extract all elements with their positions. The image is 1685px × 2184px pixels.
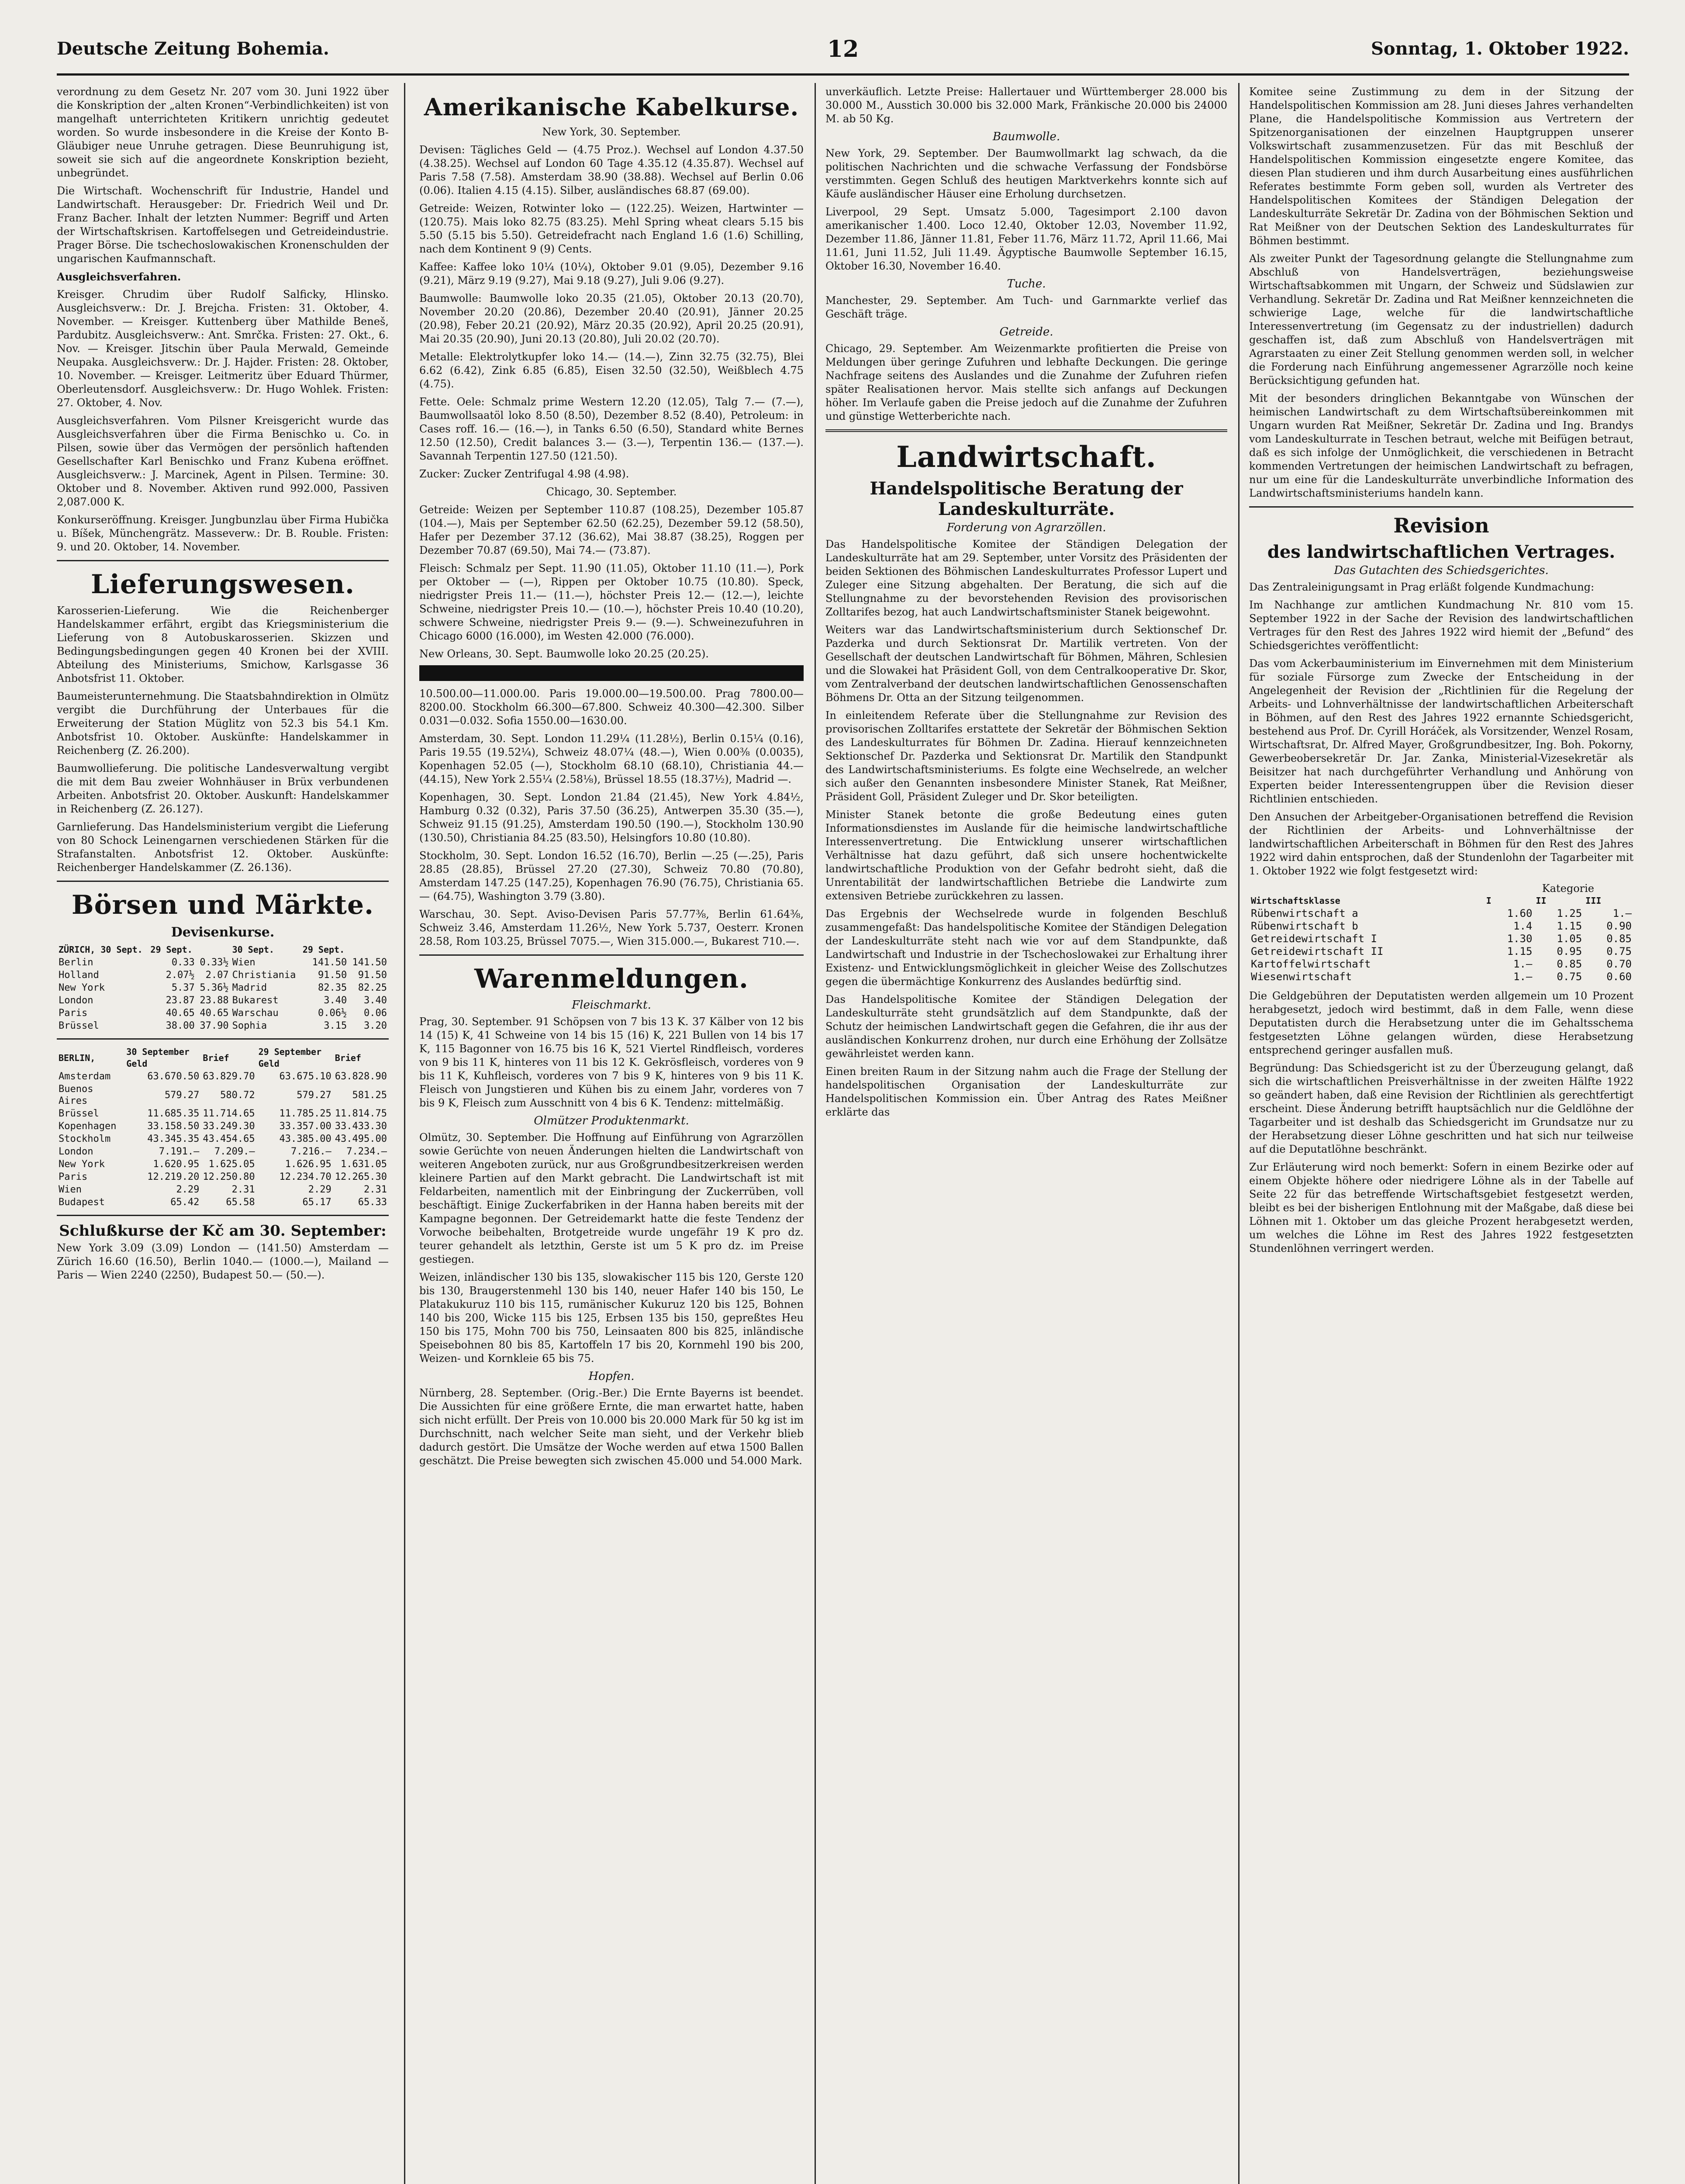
column-3	[825, 85, 1227, 2184]
table-cell: Kopenhagen	[59, 1121, 117, 1132]
table-cell: 40.65	[200, 1008, 229, 1019]
table-cell: 0.06½	[318, 1008, 347, 1019]
table-cell: 12.250.80	[203, 1171, 255, 1182]
table-cell: 5.37	[171, 982, 195, 993]
table-cell: Sophia	[232, 1020, 267, 1031]
table-cell: 579.27	[164, 1089, 200, 1101]
table-cell: 141.50	[312, 957, 347, 968]
article-text: verordnung zu dem Gesetz Nr. 207 vom 30. Juni 1922 über die Konskription der „alten Kronen“-Verbindlichkeiten) ist von mangelhaft unterrichteten Kritikern unrichtig gedeutet worden. So wurde insbesondere in die Kreise der Konto B-Gläubiger neue Unruhe getragen. Diese Beunruhigung ist, soweit sie sich auf die angeordnete Konskription bezieht, unbegründet.	[57, 86, 389, 179]
table-cell: 0.90	[1606, 920, 1632, 932]
table-header: Brief	[335, 1052, 361, 1063]
article-text: Olmütz, 30. September. Die Hoffnung auf Einführung von Agrarzöllen sowie Gerüchte von neuen Änderungen hielten die Landwirtschaft von weiteren Angeboten zurück, nur aus Großgrundbesitzerkreisen werden kleinere Partien auf den Markt gebracht. Die Landwirtschaft ist mit Feldarbeiten, namentlich mit der Einbringung der Zuckerrüben, voll beschäftigt. Einige Zuckerfabriken in der Hanna haben bereits mit der Kampagne begonnen. Der Getreidemarkt hatte die feste Tendenz der Vorwoche beibehalten, Brotgetreide wurde ungefähr 19 K pro dz. teurer gehandelt als letzthin, Gerste ist um 5 K pro dz. im Preise gestiegen.	[419, 1131, 804, 1265]
table-row	[57, 1107, 389, 1120]
table-cell: 1.15	[1507, 945, 1533, 957]
table-cell: 63.675.10	[279, 1071, 331, 1082]
table-cell: 23.88	[200, 995, 229, 1006]
table-cell: 1.30	[1507, 933, 1533, 945]
table-cell: Wien	[232, 957, 256, 968]
table-cell: Brüssel	[59, 1020, 99, 1031]
column-2	[419, 85, 804, 2184]
table-row	[57, 1019, 389, 1032]
sub-heading: Getreide.	[999, 325, 1053, 339]
table-cell: 0.95	[1557, 945, 1582, 957]
column-4	[1249, 85, 1633, 2184]
dateline: New York, 30. September.	[542, 126, 681, 138]
article-text: Das vom Ackerbauministerium im Einvernehmen mit dem Ministerium für soziale Fürsorge zum Zwecke der Entscheidung in der Angelegenheit der Revision der „Richtlinien für die Regelung der Arbeits- und Lohnverhältnisse der landwirtschaftlichen Arbeiterschaft in Böhmen, auf den Rest des Jahres 1922 ernannte Schiedsgericht, bestehend aus Prof. Dr. Cyrill Horáček, als Vorsitzender, Wenzel Rosam, Wirtschaftsrat, Dr. Alfred Mayer, Großgrundbesitzer, Ing. Boh. Pokorny, Gewerbeobersekretär Dr. Jar. Zanka, Ministerial-Vizesekretär als Beisitzer hat nach durchgeführter Verhandlung und Anhörung von Experten beider Interessentengruppen über die Revision dieser Richtlinien entschieden.	[1249, 657, 1633, 805]
table-header: 29 September Geld	[258, 1047, 322, 1069]
table-row	[57, 1183, 389, 1196]
table-cell: 1.626.95	[285, 1159, 331, 1170]
sub-heading: Devisenkurse.	[171, 925, 275, 940]
table-header: 29 Sept.	[150, 944, 193, 955]
article-text: Baumwolle: Baumwolle loko 20.35 (21.05), Oktober 20.13 (20.70), November 20.20 (20.86), Dezember 20.40 (20.91), Jänner 20.25 (20.98), Feber 20.21 (20.92), März 20.35 (20.92), April 20.25 (20.91), Mai 20.35 (20.90), Juni 20.13 (20.80), Juli 20.02 (20.70).	[419, 292, 804, 345]
table-cell: 3.20	[364, 1020, 387, 1031]
category-label: Kategorie	[1542, 882, 1594, 895]
article-text: Im Nachhange zur amtlichen Kundmachung Nr. 810 vom 15. September 1922 in der Sache der Revision des landwirtschaftlichen Vertrages für den Rest des Jahres 1922 wird hiemit der „Befund“ des Schiedsgerichtes veröffentlicht:	[1249, 599, 1633, 652]
table-row	[1249, 945, 1633, 958]
article-text: Baumwollieferung. Die politische Landesverwaltung vergibt die mit dem Bau zweier Wohnhäuser in Brüx verbundenen Arbeiten. Anbotsfrist 20. Oktober. Auskunft: Handelskammer in Reichenberg (Z. 26.127).	[57, 762, 389, 815]
table-cell: 2.29	[176, 1184, 200, 1195]
table-row	[1249, 971, 1633, 983]
article-text: Garnlieferung. Das Handelsministerium vergibt die Lieferung von 80 Schock Leinengarnen verschiedenen Stärken für die Strafanstalten. Anbotsfrist 12. Oktober. Auskünfte: Reichenberger Handelskammer (Z. 26.136).	[57, 821, 389, 874]
black-bar	[419, 665, 804, 681]
table-cell: 33.357.00	[279, 1121, 331, 1132]
table-cell: 2.07½	[166, 970, 195, 981]
table-cell: 579.27	[297, 1089, 331, 1101]
divider	[57, 1215, 389, 1216]
table-cell: Madrid	[232, 982, 267, 993]
table-cell: Rübenwirtschaft b	[1251, 920, 1358, 932]
table-cell: Brüssel	[59, 1108, 99, 1119]
table-cell: 1.620.95	[153, 1159, 200, 1170]
article-text: Nürnberg, 28. September. (Orig.-Ber.) Die Ernte Bayerns ist beendet. Die Aussichten für eine größere Ernte, die man erwartet hatte, haben sich nicht erfüllt. Der Preis von 10.000 bis 20.000 Mark für 50 kg ist im Durchschnitt, nach welcher Seite man sieht, und der Verkehr blieb dadurch gestört. Die Umsätze der Woche werden auf etwa 1500 Ballen geschätzt. Die Preise bewegten sich zwischen 45.000 und 54.000 Mark.	[419, 1387, 804, 1467]
table-row	[57, 994, 389, 1007]
divider	[419, 954, 804, 956]
article-text: Einen breiten Raum in der Sitzung nahm auch die Frage der Stellung der handelspolitischen Organisation der Landeskulturräte zur Handelspolitischen Kommission ein. Über Antrag des Rates Meißner erklärte das	[825, 1065, 1227, 1118]
article-text: 10.500.00—11.000.00. Paris 19.000.00—19.500.00. Prag 7800.00—8200.00. Stockholm 66.300—67.800. Schweiz 40.300—42.300. Silber 0.031—0.032. Sofia 1550.00—1630.00.	[419, 688, 804, 727]
berlin-table	[57, 1046, 389, 1209]
table-cell: Buenos Aires	[59, 1084, 93, 1106]
article-text: Kopenhagen, 30. Sept. London 21.84 (21.45), New York 4.84½, Hamburg 0.32 (0.32), Paris 37.50 (36.25), Antwerpen 35.30 (35.—), Schweiz 91.15 (91.25), Amsterdam 190.50 (190.—), Stockholm 130.90 (130.50), Christiania 84.25 (83.50), Helsingfors 10.80 (10.80).	[419, 791, 804, 844]
table-cell: 0.75	[1557, 971, 1582, 983]
table-cell: 0.75	[1606, 945, 1632, 957]
table-row	[1249, 933, 1633, 945]
table-cell: 1.625.05	[208, 1159, 255, 1170]
article-text: In einleitendem Referate über die Stellungnahme zur Revision des provisorischen Zolltarifes erstattete der Sekretär der Böhmischen Sektion des Landeskulturrates für Böhmen Dr. Zadina. Hierauf kennzeichneten Sektionschef Dr. Pazderka und Sektionsrat Dr. Martilik den Standpunkt des Landwirtschaftsministeriums. Es folgte eine Wechselrede, an welcher sich außer den Genannten insbesondere Minister Stanek, Rat Meißner, Präsident Goll, Präsident Zuleger und Dr. Skor beteiligten.	[825, 709, 1227, 803]
table-cell: 7.216.—	[291, 1146, 331, 1157]
section-heading: Amerikanische Kabelkurse.	[424, 93, 799, 121]
table-cell: Amsterdam	[59, 1071, 111, 1082]
table-row	[57, 1083, 389, 1107]
table-cell: 1.—	[1612, 907, 1632, 919]
article-text: Das Ergebnis der Wechselrede wurde in folgenden Beschluß zusammengefaßt: Das handelspolitische Komitee der Ständigen Delegation der Landeskulturräte steht nach wie vor auf dem Standpunkte, daß Landwirtschaft und Industrie in der Tschechoslowakei zur Erhaltung ihrer Existenz- und Entwicklungsmöglichkeit in gleicher Weise des Zollschutzes gegen die übermächtige Konkurrenz des Auslandes bedürftig sind.	[825, 908, 1227, 988]
table-cell: 82.35	[318, 982, 347, 993]
table-cell: 0.85	[1557, 958, 1582, 970]
column-rule	[404, 83, 405, 2184]
article-text: Karosserien-Lieferung. Wie die Reichenberger Handelskammer erfährt, ergibt das Kriegsministerium die Lieferung von 8 Autobuskarosserien. Skizzen und Bedingungsbedingungen gegen 40 Kronen bei der XVIII. Abteilung des Ministeriums, Smichow, Karlsgasse 36 Anbotsfrist 11. Oktober.	[57, 605, 389, 684]
article-text: Als zweiter Punkt der Tagesordnung gelangte die Stellungnahme zum Abschluß von Handelsverträgen, beziehungsweise Wirtschaftsabkommen mit Ungarn, der Schweiz und Südslawien zur Verhandlung. Sekretär Dr. Zadina und Rat Meißner kennzeichneten die schwierige Lage, welche für die landwirtschaftliche Interessenvertretung (im Gegensatz zu der industriellen) dadurch geschaffen ist, daß zum Abschluß von Handelsverträgen mit Agrarstaaten zu einer Zeit Stellung genommen werden soll, in welcher die Forderung nach Einführung angemessener Agrarzölle noch keine Berücksichtigung gefunden hat.	[1249, 252, 1633, 387]
sub-heading: Baumwolle.	[992, 130, 1060, 143]
article-text: Die Wirtschaft. Wochenschrift für Industrie, Handel und Landwirtschaft. Herausgeber: Dr. Friedrich Weil und Dr. Franz Bacher. Inhalt der letzten Nummer: Begriff und Arten der Wirtschaftskrisen. Kartoffelsegen und Getreideindustrie. Prager Börse. Die tschechoslowakischen Kronenschulden der ungarischen Kaufmannschaft.	[57, 185, 389, 265]
table-cell: Christiania	[232, 970, 296, 981]
table-row	[57, 956, 389, 969]
divider	[57, 881, 389, 882]
table-cell: 0.70	[1606, 958, 1632, 970]
table-cell: 91.50	[318, 970, 347, 981]
divider	[57, 1038, 389, 1040]
article-text: Begründung: Das Schiedsgericht ist zu der Überzeugung gelangt, daß sich die wirtschaftlichen Preisverhältnisse in der zweiten Hälfte 1922 so geändert haben, daß eine Revision der Richtlinien als gerechtfertigt erscheint. Diese Änderung betrifft hauptsächlich nur die Geldlöhne der Tagarbeiter und ist deshalb das Schiedsgericht im Grundsatze nur zu der Herabsetzung dieser Löhne geschritten und hat sich nur teilweise auf die Deputatlöhne beschränkt.	[1249, 1062, 1633, 1155]
sub-heading: Tuche.	[1007, 277, 1046, 290]
sub-heading: Hopfen.	[588, 1370, 635, 1383]
table-cell: 1.—	[1513, 971, 1533, 983]
table-cell: Getreidewirtschaft I	[1251, 933, 1377, 945]
table-cell: Rübenwirtschaft a	[1251, 907, 1358, 919]
masthead	[57, 34, 1629, 76]
table-cell: 65.58	[226, 1197, 255, 1208]
article-text: Mit der besonders dringlichen Bekanntgabe von Wünschen der heimischen Landwirtschaft zu dem Wirtschaftsübereinkommen mit Ungarn wurden Rat Meißner, Sekretär Dr. Zadina und Ing. Brandys vom Landeskulturrate in Teschen betraut, welche mit Beifügen betraut, daß es sich infolge der Unmöglichkeit, die verschiedenen in Betracht kommenden Vertretungen der heimischen Landwirtschaft zu befragen, nur um eine für die Landeskulturräte unverbindliche Information des Landwirtschaftsministeriums handeln kann.	[1249, 392, 1633, 499]
table-cell: 63.828.90	[335, 1071, 387, 1082]
divider	[1249, 506, 1633, 508]
table-cell: 2.07	[205, 970, 229, 981]
article-text: Amsterdam, 30. Sept. London 11.29¼ (11.28½), Berlin 0.15¼ (0.16), Paris 19.55 (19.52¼), Schweiz 48.07¼ (48.—), Wien 0.00⅜ (0.0035), Kopenhagen 52.05 (—), Stockholm 68.10 (68.10), Christiania 44.— (44.15), New York 2.55¼ (2.58⅛), Brüssel 18.55 (18.37½), Madrid —.	[419, 733, 804, 785]
table-header: BERLIN,	[59, 1052, 96, 1063]
table-cell: 7.191.—	[159, 1146, 200, 1157]
article-text: Devisen: Tägliches Geld — (4.75 Proz.). Wechsel auf London 4.37.50 (4.38.25). Wechsel auf London 60 Tage 4.35.12 (4.35.87). Wechsel auf Paris 7.58 (7.58). Amsterdam 38.90 (38.88). Wechsel auf Berlin 0.06 (0.06). Italien 4.15 (4.15). Silber, ausländisches 68.87 (69.00).	[419, 144, 804, 197]
section-heading: Lieferungswesen.	[90, 569, 355, 600]
article-text: New York, 29. September. Der Baumwollmarkt lag schwach, da die politischen Nachrichten und die schwache Verfassung der Fondsbörse verstimmten. Gegen Schluß des heutigen Marktverkehrs konnte sich auf Käufe ausländischer Häuser eine Erholung durchsetzen.	[825, 147, 1227, 200]
table-header: 30 Sept.	[232, 944, 274, 955]
table-cell: 65.42	[170, 1197, 200, 1208]
issue-date: Sonntag, 1. Oktober 1922.	[1371, 38, 1629, 59]
sub-heading: Fleischmarkt.	[572, 999, 651, 1012]
table-cell: 11.814.75	[335, 1108, 387, 1119]
table-cell: 580.72	[220, 1089, 255, 1101]
table-cell: Warschau	[232, 1008, 279, 1019]
table-cell: 581.25	[352, 1089, 387, 1101]
article-text: Baumeisterunternehmung. Die Staatsbahndirektion in Olmütz vergibt die Durchführung der Unterbaues für die Erweiterung der Station Müglitz von 52.3 bis 54.1 Km. Anbotsfrist 10. Oktober. Auskünfte: Handelskammer in Reichenberg (Z. 26.200).	[57, 690, 389, 757]
table-row	[57, 1070, 389, 1083]
sub-heading: Forderung von Agrarzöllen.	[946, 521, 1106, 534]
article-text: Chicago, 29. September. Am Weizenmarkte profitierten die Preise von Meldungen über geringe Zufuhren und lebhafte Deckungen. Die geringe Nachfrage seitens des Auslandes und die Zunahme der Zufuhren riefen später Realisationen hervor. Mais stellte sich anfangs auf Deckungen höher. Im Verlaufe gaben die Preise jedoch auf die Zunahme der Zufuhren und günstige Wetterberichte nach.	[825, 342, 1227, 422]
table-cell: 0.06	[364, 1008, 387, 1019]
table-cell: 82.25	[358, 982, 387, 993]
table-cell: 63.829.70	[203, 1071, 255, 1082]
table-cell: 7.209.—	[214, 1146, 255, 1157]
table-cell: Paris	[59, 1171, 88, 1182]
table-cell: New York	[59, 982, 105, 993]
article-text: Weiters war das Landwirtschaftsministerium durch Sektionschef Dr. Pazderka und durch Sektionsrat Dr. Martilik vertreten. Von der Gesellschaft der deutschen Landwirtschaft für Böhmen, Mähren, Schlesien und die Slowakei hat Präsident Goll, von dem Centralkooperative Dr. Skor, vom Zentralverband der deutschen landwirtschaftlichen Genossenschaften Böhmens Dr. Otta an der Sitzung teilgenommen.	[825, 624, 1227, 704]
article-text: Fleisch: Schmalz per Sept. 11.90 (11.05), Oktober 11.10 (11.—), Pork per Oktober — (—), Rippen per Oktober 10.75 (10.80). Speck, niedrigster Preis 11.— (11.—), höchster Preis 12.— (12.—), leichte Schweine, niedrigster Preis 10.— (10.—), höchster Preis 10.40 (10.20), schwere Schweine, niedrigster Preis 9.— (9.—). Schweinezufuhren in Chicago 6000 (16.000), im Westen 42.000 (76.000).	[419, 562, 804, 642]
article-text: Manchester, 29. September. Am Tuch- und Garnmarkte verlief das Geschäft träge.	[825, 294, 1227, 320]
column-rule	[815, 83, 816, 2184]
table-cell: Bukarest	[232, 995, 279, 1006]
table-cell: 65.17	[302, 1197, 331, 1208]
table-cell: Wiesenwirtschaft	[1251, 971, 1352, 983]
article-text: Fette. Oele: Schmalz prime Western 12.20 (12.05), Talg 7.— (7.—), Baumwollsaatöl loko 8.50 (8.50), Dezember 8.52 (8.40), Petroleum: in Cases roff. 16.— (16.—), in Tanks 6.50 (6.50), Standard white Bernes 12.50 (12.50), Credit balances 3.— (3.—), Terpentin 136.— (137.—). Savannah Terpentin 127.50 (121.50).	[419, 396, 804, 462]
table-row	[57, 1133, 389, 1145]
section-heading: Revision	[1393, 514, 1489, 537]
paper-name: Deutsche Zeitung Bohemia.	[57, 38, 329, 59]
article-text: Die Geldgebühren der Deputatisten werden allgemein um 10 Prozent herabgesetzt, jedoch wird bestimmt, daß in dem Falle, wenn diese Deputatisten durch die Herabsetzung unter die im Gehaltsschema festgesetzten Löhne gelangen würden, diese Herabsetzung entsprechend geringer ausfallen muß.	[1249, 990, 1633, 1056]
table-cell: 1.631.05	[341, 1159, 387, 1170]
table-header	[349, 943, 389, 956]
sub-heading: Handelspolitische Beratung der Landeskulturräte.	[870, 478, 1183, 519]
table-row	[57, 1196, 389, 1209]
article-text: Kreisger. Chrudim über Rudolf Salficky, Hlinsko. Ausgleichsverw.: Dr. J. Brejcha. Fristen: 31. Oktober, 4. November. — Kreisger. Kuttenberg über Mathilde Beneš, Pardubitz. Ausgleichsverw.: Ant. Smrčka. Fristen: 27. Okt., 6. Nov. — Kreisger. Jitschin über Paula Merwald, Gemeinde Neupaka. Ausgleichsverw.: Dr. J. Hajder. Fristen: 28. Oktober, 10. November. — Kreisger. Leitmeritz über Eduard Thürmer, Oberleutensdorf. Ausgleichsverw.: Dr. Hugo Wohlek. Fristen: 27. Oktober, 4. Nov.	[57, 288, 389, 409]
table-cell: 12.219.20	[147, 1171, 200, 1182]
table-cell: 1.05	[1557, 933, 1582, 945]
table-cell: 33.158.50	[147, 1121, 200, 1132]
table-cell: 3.40	[364, 995, 387, 1006]
column-1	[57, 85, 389, 2184]
table-cell: 2.31	[364, 1184, 387, 1195]
article-text: Warschau, 30. Sept. Aviso-Devisen Paris 57.77⅜, Berlin 61.64⅜, Schweiz 3.46, Amsterdam 11.26½, New York 5.737, Oesterr. Kronen 28.58, Rom 103.25, Brüssel 7075.—, Wien 315.000.—, Bukarest 710.—.	[419, 908, 804, 947]
article-text: Konkurseröffnung. Kreisger. Jungbunzlau über Firma Hubička u. Bíšek, Münchengrätz. Masseverw.: Dr. B. Rouble. Fristen: 9. und 20. Oktober, 14. November.	[57, 514, 389, 553]
table-cell: 43.454.65	[203, 1133, 255, 1144]
table-header: II	[1536, 895, 1547, 906]
article-text: Zucker: Zucker Zentrifugal 4.98 (4.98).	[419, 468, 629, 480]
sub-heading: des landwirtschaftlichen Vertrages.	[1267, 542, 1616, 562]
table-header	[197, 943, 231, 956]
table-row	[57, 1171, 389, 1183]
page-number: 12	[827, 36, 859, 62]
table-cell: 33.433.30	[335, 1121, 387, 1132]
table-header: ZÜRICH, 30 Sept.	[59, 944, 143, 955]
divider	[57, 560, 389, 561]
table-cell: 2.29	[308, 1184, 331, 1195]
table-cell: Paris	[59, 1008, 88, 1019]
table-cell: 11.714.65	[203, 1108, 255, 1119]
table-row	[1249, 907, 1633, 920]
article-text: Weizen, inländischer 130 bis 135, slowakischer 115 bis 120, Gerste 120 bis 130, Braugerstenmehl 130 bis 140, neuer Hafer 140 bis 150, Le Platakukuruz 110 bis 115, rumänischer Kukuruz 120 bis 125, Bohnen 140 bis 200, Wicke 115 bis 125, Erbsen 135 bis 150, gepreßtes Heu 150 bis 175, Mohn 700 bis 750, Leinsaaten 800 bis 825, inländische Speisebohnen 80 bis 85, Kartoffeln 17 bis 20, Kornmehl 190 bis 200, Weizen- und Kornkleie 65 bis 75.	[419, 1271, 804, 1365]
table-cell: 5.36½	[200, 982, 229, 993]
table-row	[57, 1007, 389, 1019]
table-cell: Berlin	[59, 957, 93, 968]
table-cell: 3.40	[324, 995, 347, 1006]
section-heading: Schlußkurse der Kč am 30. September:	[59, 1222, 387, 1240]
article-text: Ausgleichsverfahren. Vom Pilsner Kreisgericht wurde das Ausgleichsverfahren über die Firma Benischko u. Co. in Pilsen, sowie über das Vermögen der persönlich haftenden Gesellschafter Karl Benischko und Franz Kubena eröffnet. Ausgleichsverw.: J. Marcinek, Agent in Pilsen. Termine: 30. Oktober und 8. November. Aktiven rund 992.000, Passiven 2,087.000 K.	[57, 415, 389, 508]
dateline: Chicago, 30. September.	[546, 486, 677, 498]
sub-heading: Olmützer Produktenmarkt.	[534, 1114, 689, 1127]
table-cell: 11.685.35	[147, 1108, 200, 1119]
table-row	[57, 1145, 389, 1158]
article-text: Das Handelspolitische Komitee der Ständigen Delegation der Landeskulturräte hat am 29. September, unter Vorsitz des Präsidenten der beiden Sektionen des Böhmischen Landeskulturrates Professor Lupert und Zuleger eine Sitzung abgehalten. Der Beratung, die sich auf die Stellungnahme zu der bevorstehenden Revision des provisorischen Zolltarifes bezog, hat auch Landwirtschaftsminister Stanek beigewohnt.	[825, 538, 1227, 618]
wage-table	[1249, 895, 1633, 983]
table-cell: 43.495.00	[335, 1133, 387, 1144]
table-cell: 37.90	[200, 1020, 229, 1031]
article-text: Minister Stanek betonte die große Bedeutung eines guten Informationsdienstes im Auslande für die heimische landwirtschaftliche Interessenvertretung. Die Entwicklung unserer wirtschaftlichen Verhältnisse hat dazu geführt, daß sich unsere hochentwickelte landwirtschaftliche Produktion von der Gefahr bedroht sieht, daß die Unrentabilität der landwirtschaftlichen Betriebe die Landwirte zum extensiven Betriebe zurückkehren zu lassen.	[825, 809, 1227, 902]
article-text: Kaffee: Kaffee loko 10¼ (10¼), Oktober 9.01 (9.05), Dezember 9.16 (9.21), März 9.19 (9.27), Mai 9.18 (9.27), Juli 9.06 (9.27).	[419, 261, 804, 287]
article-text: Stockholm, 30. Sept. London 16.52 (16.70), Berlin —.25 (—.25), Paris 28.85 (28.85), Brüssel 27.20 (27.30), Schweiz 70.80 (70.80), Amsterdam 147.25 (147.25), Kopenhagen 76.90 (76.75), Christiania 65.— (64.75), Washington 3.79 (3.80).	[419, 850, 804, 902]
table-cell: 43.385.00	[279, 1133, 331, 1144]
section-heading: Landwirtschaft.	[896, 440, 1157, 474]
table-cell: 38.00	[166, 1020, 195, 1031]
table-cell: 1.25	[1557, 907, 1582, 919]
column-rule	[1238, 83, 1240, 2184]
table-header: III	[1585, 895, 1602, 906]
section-label: Ausgleichsverfahren.	[57, 270, 181, 283]
article-text: Zur Erläuterung wird noch bemerkt: Sofern in einem Bezirke oder auf einem Objekte höhere oder niedrigere Löhne als in der Tabelle auf Seite 22 für das betreffende Wirtschaftsgebiet festgesetzt werden, bleibt es bei der bisherigen Entlohnung mit der Maßgabe, daß diese bei Löhnen mit 1. Oktober um das gleiche Prozent herabgesetzt werden, um welches die Löhne im Rest des Jahres 1922 festgesetzten Stundenlöhnen verringert werden.	[1249, 1161, 1633, 1254]
table-cell: 141.50	[352, 957, 387, 968]
table-cell: 1.15	[1557, 920, 1582, 932]
article-text: New York 3.09 (3.09) London — (141.50) Amsterdam — Zürich 16.60 (16.50), Berlin 1040.— (1000.—), Mailand — Paris — Wien 2240 (2250), Budapest 50.— (50.—).	[57, 1242, 389, 1281]
table-row	[57, 1120, 389, 1133]
table-cell: 0.33	[171, 957, 195, 968]
divider	[825, 429, 1227, 432]
table-cell: 1.60	[1507, 907, 1533, 919]
table-row	[57, 981, 389, 994]
table-cell: Getreidewirtschaft II	[1251, 945, 1384, 957]
table-header: 30 September Geld	[126, 1047, 190, 1069]
table-cell: Budapest	[59, 1197, 105, 1208]
table-cell: London	[59, 995, 93, 1006]
table-header: 29 Sept.	[302, 944, 345, 955]
table-cell: 12.265.30	[335, 1171, 387, 1182]
table-cell: 40.65	[166, 1008, 195, 1019]
table-cell: 12.234.70	[279, 1171, 331, 1182]
article-text: Das Handelspolitische Komitee der Ständigen Delegation der Landeskulturräte steht grundsätzlich auf dem Standpunkte, daß der Schutz der heimischen Landwirtschaft gegen die Gefahren, die ihr aus der ausländischen Konkurrenz drohen, nur durch eine Erhöhung der Zollsätze gewährleistet werden kann.	[825, 993, 1227, 1060]
table-row	[1249, 958, 1633, 971]
section-heading: Börsen und Märkte.	[71, 890, 374, 920]
table-cell: Wien	[59, 1184, 82, 1195]
article-text: Komitee seine Zustimmung zu dem in der Sitzung der Handelspolitischen Kommission am 28. Juni dieses Jahres verhandelten Plane, die Handelspolitische Kommission aus Vertretern der Spitzenorganisationen der einzelnen Hauptgruppen unserer Volkswirtschaft zusammenzusetzen. Für das mit Beschluß der Handelspolitischen Kommission eingesetzte engere Komitee, das diesen Plan studieren und ihm durch Ausarbeitung eines ausführlichen Referates bestimmte Form geben soll, wurden als Vertreter des Handelspolitischen Komitees der Ständigen Delegation der Landeskulturräte Sekretär Dr. Zadina von der Böhmischen Sektion und Rat Meißner von der Deutschen Sektion des Landeskulturrates für Böhmen bestimmt.	[1249, 86, 1633, 247]
table-cell: 23.87	[166, 995, 195, 1006]
table-cell: Holland	[59, 970, 99, 981]
article-text: Getreide: Weizen per September 110.87 (108.25), Dezember 105.87 (104.—), Mais per September 62.50 (62.25), Dezember 59.12 (58.50), Hafer per Dezember 37.12 (36.62), Mai 38.87 (38.25), Roggen per Dezember 70.87 (69.50), Mai 74.— (73.87).	[419, 504, 804, 556]
article-text: Den Ansuchen der Arbeitgeber-Organisationen betreffend die Revision der Richtlinien der Arbeits- und Lohnverhältnisse der landwirtschaftlichen Arbeiterschaft in Böhmen für den Rest des Jahres 1922 wird dahin entsprochen, daß der Stundenlohn der Tagarbeiter mit 1. Oktober 1922 wie folgt festgesetzt wird:	[1249, 811, 1633, 877]
table-cell: 1.—	[1513, 958, 1533, 970]
article-text: Getreide: Weizen, Rotwinter loko — (122.25). Weizen, Hartwinter — (120.75). Mais loko 82.75 (83.25). Mehl Spring wheat clears 5.15 bis 5.50 (5.15 bis 5.50). Getreidefracht nach England 1.6 (1.6) Schilling, nach dem Kontinent 9 (9) Cents.	[419, 202, 804, 255]
table-cell: 7.234.—	[346, 1146, 387, 1157]
table-cell: 33.249.30	[203, 1121, 255, 1132]
table-cell: Stockholm	[59, 1133, 111, 1144]
table-cell: New York	[59, 1159, 105, 1170]
article-text: Liverpool, 29 Sept. Umsatz 5.000, Tagesimport 2.100 davon amerikanischer 1.400. Loco 12.40, Oktober 12.03, November 11.92, Dezember 11.86, Jänner 11.81, Feber 11.76, März 11.72, April 11.66, Mai 11.61, Juni 11.52, Juli 11.49. Ägyptische Baumwolle September 16.15, Oktober 16.30, November 16.40.	[825, 206, 1227, 272]
zurich-table	[57, 943, 389, 1032]
table-row	[57, 969, 389, 981]
table-cell: 43.345.35	[147, 1133, 200, 1144]
table-header: Wirtschaftsklasse	[1251, 895, 1340, 906]
table-row	[1249, 920, 1633, 933]
table-header: I	[1486, 895, 1492, 906]
article-text: New Orleans, 30. Sept. Baumwolle loko 20.25 (20.25).	[419, 648, 709, 660]
article-text: unverkäuflich. Letzte Preise: Hallertauer und Württemberger 28.000 bis 30.000 M., Ausstich 30.000 bis 32.000 Mark, Fränkische 20.000 bis 24000 M. ab 50 Kg.	[825, 86, 1227, 125]
article-text: Metalle: Elektrolytkupfer loko 14.— (14.—), Zinn 32.75 (32.75), Blei 6.62 (6.42), Zink 6.85 (6.85), Eisen 32.50 (32.50), Weißblech 4.75 (4.75).	[419, 351, 804, 390]
table-cell: Kartoffelwirtschaft	[1251, 958, 1371, 970]
table-cell: 63.670.50	[147, 1071, 200, 1082]
table-cell: 1.4	[1513, 920, 1533, 932]
table-header: Brief	[203, 1052, 229, 1063]
table-cell: 2.31	[231, 1184, 255, 1195]
table-cell: 0.60	[1606, 971, 1632, 983]
table-cell: 91.50	[358, 970, 387, 981]
sub-heading: Das Gutachten des Schiedsgerichtes.	[1334, 564, 1549, 577]
table-cell: 65.33	[358, 1197, 387, 1208]
article-text: Prag, 30. September. 91 Schöpsen von 7 bis 13 K. 37 Kälber von 12 bis 14 (15) K, 41 Schweine von 14 bis 15 (16) K, 221 Bullen von 14 bis 17 K, 115 Bagonner von 16.75 bis 16 K, 521 Viertel Rindfleisch, vorderes von 9 bis 11 K, hinteres von 11 bis 12 K. Gekrösfleisch, vorderes von 9 bis 11 K, Kuhfleisch, vorderes von 7 bis 9 K, hinteres von 9 bis 11 K. Fleisch von Jungstieren und Kühen bis zu einem Jahr, vorderes von 7 bis 9 K, Fleisch zum Ausschnitt von 4 bis 6 K. Tendenz: mittelmäßig.	[419, 1016, 804, 1109]
table-row	[57, 1158, 389, 1171]
table-cell: 0.85	[1606, 933, 1632, 945]
table-cell: 3.15	[324, 1020, 347, 1031]
section-heading: Warenmeldungen.	[474, 964, 749, 994]
article-text: Das Zentraleinigungsamt in Prag erläßt folgende Kundmachung:	[1249, 581, 1595, 593]
table-cell: London	[59, 1146, 93, 1157]
table-cell: 0.33½	[200, 957, 229, 968]
table-cell: 11.785.25	[279, 1108, 331, 1119]
